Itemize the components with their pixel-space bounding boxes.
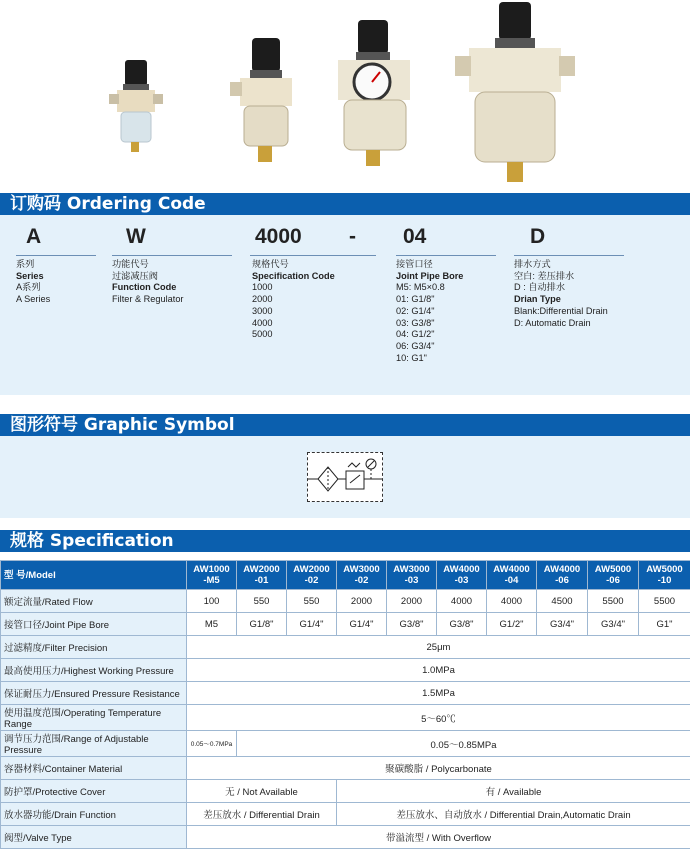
table-cell: G3/4" bbox=[537, 613, 588, 636]
product-photo-aw1000 bbox=[105, 60, 165, 160]
rated-flow-label: 额定流量/Rated Flow bbox=[1, 590, 187, 613]
adjust-range-label: 调节压力范围/Range of Adjustable Pressure bbox=[1, 731, 187, 757]
table-cell: 4500 bbox=[537, 590, 588, 613]
table-cell: 550 bbox=[237, 590, 287, 613]
pipe-title: Joint Pipe Bore bbox=[396, 270, 464, 281]
drain-cn: 排水方式 bbox=[514, 259, 551, 269]
series-line2: A Series bbox=[16, 294, 51, 305]
table-cell: 带溢流型 / With Overflow bbox=[187, 826, 690, 849]
ordering-code-header: 订购码 Ordering Code bbox=[0, 193, 690, 215]
table-cell: 1.5MPa bbox=[187, 682, 690, 705]
code-letter-function: W bbox=[126, 225, 146, 248]
table-cell: 2000 bbox=[337, 590, 387, 613]
function-cn2: 过滤减压阀 bbox=[112, 270, 158, 281]
ordering-code-panel bbox=[0, 215, 690, 395]
code-letter-pipe: 04 bbox=[403, 225, 427, 248]
spec-code-value: 2000 bbox=[252, 294, 273, 305]
table-cell: G1/4" bbox=[337, 613, 387, 636]
table-cell: G1/2" bbox=[487, 613, 537, 636]
table-cell: 差压放水 / Differential Drain bbox=[187, 803, 337, 826]
function-cn: 功能代号 bbox=[112, 259, 149, 269]
model-cell: AW4000 -03 bbox=[437, 561, 487, 590]
code-letter-dash: - bbox=[349, 225, 356, 248]
table-cell: G1/8" bbox=[237, 613, 287, 636]
model-label: 型 号/Model bbox=[1, 561, 187, 590]
model-cell: AW2000 -02 bbox=[287, 561, 337, 590]
table-cell: 1.0MPa bbox=[187, 659, 690, 682]
drain-blank: Blank:Differential Drain bbox=[514, 305, 608, 316]
model-cell: AW1000 -M5 bbox=[187, 561, 237, 590]
function-line1: Filter & Regulator bbox=[112, 294, 184, 305]
function-block bbox=[112, 259, 184, 306]
product-photos bbox=[0, 0, 690, 192]
model-cell: AW5000 -06 bbox=[588, 561, 639, 590]
graphic-symbol-diagram bbox=[307, 452, 383, 502]
drain-type-block bbox=[514, 259, 608, 329]
drain-cn-d: D : 自动排水 bbox=[514, 282, 566, 293]
code-letter-spec: 4000 bbox=[255, 225, 302, 248]
table-cell: 5～60℃ bbox=[187, 705, 690, 731]
model-cell: AW4000 -06 bbox=[537, 561, 588, 590]
table-cell: 4000 bbox=[437, 590, 487, 613]
model-cell: AW3000 -02 bbox=[337, 561, 387, 590]
table-cell: 2000 bbox=[387, 590, 437, 613]
spec-code-block bbox=[252, 259, 335, 341]
table-cell: 差压放水、自动放水 / Differential Drain,Automatic Drain bbox=[337, 803, 690, 826]
spec-code-title: Specification Code bbox=[252, 270, 335, 281]
pipe-bore-block bbox=[396, 259, 463, 364]
table-cell: 25μm bbox=[187, 636, 690, 659]
divider-spec bbox=[250, 255, 376, 256]
spec-code-value: 4000 bbox=[252, 317, 273, 328]
table-row-cover bbox=[1, 780, 690, 803]
table-cell: G3/4" bbox=[588, 613, 639, 636]
spec-code-value: 5000 bbox=[252, 329, 273, 340]
table-cell: 聚碳酸脂 / Polycarbonate bbox=[187, 757, 690, 780]
model-cell: AW5000 -10 bbox=[639, 561, 690, 590]
pipe-value: 06: G3/4" bbox=[396, 340, 435, 351]
drain-function-label: 放水器功能/Drain Function bbox=[1, 803, 187, 826]
pipe-value: M5: M5×0.8 bbox=[396, 282, 445, 293]
table-cell: M5 bbox=[187, 613, 237, 636]
table-cell: 0.05～0.7MPa bbox=[187, 731, 237, 757]
table-cell: 无 / Not Available bbox=[187, 780, 337, 803]
container-label: 容器材料/Container Material bbox=[1, 757, 187, 780]
filter-precision-label: 过滤精度/Filter Precision bbox=[1, 636, 187, 659]
filter-regulator-symbol bbox=[308, 453, 382, 501]
series-block bbox=[16, 259, 50, 306]
table-cell: G3/8" bbox=[387, 613, 437, 636]
spec-code-value: 1000 bbox=[252, 282, 273, 293]
divider-drain bbox=[514, 255, 624, 256]
pipe-value: 04: G1/2" bbox=[396, 329, 435, 340]
table-cell: G1" bbox=[639, 613, 690, 636]
spec-code-value: 3000 bbox=[252, 305, 273, 316]
table-cell: 5500 bbox=[588, 590, 639, 613]
table-row-rated-flow bbox=[1, 590, 690, 613]
table-cell: 100 bbox=[187, 590, 237, 613]
model-cell: AW3000 -03 bbox=[387, 561, 437, 590]
code-letter-drain: D bbox=[530, 225, 546, 248]
graphic-symbol-header: 图形符号 Graphic Symbol bbox=[0, 414, 690, 436]
table-cell: 0.05～0.85MPa bbox=[237, 731, 690, 757]
drain-title: Drian Type bbox=[514, 294, 561, 305]
table-row-adjust-range bbox=[1, 731, 690, 757]
table-row-valve-type bbox=[1, 826, 690, 849]
ensured-pressure-label: 保证耐压力/Ensured Pressure Resistance bbox=[1, 682, 187, 705]
product-photo-aw2000 bbox=[228, 38, 298, 168]
table-row-pipe-bore bbox=[1, 613, 690, 636]
temperature-label: 使用温度范围/Operating Temperature Range bbox=[1, 705, 187, 731]
table-row-model bbox=[1, 561, 690, 590]
series-line1: A系列 bbox=[16, 282, 41, 293]
function-title: Function Code bbox=[112, 282, 177, 293]
pipe-value: 02: G1/4" bbox=[396, 305, 435, 316]
table-row-container bbox=[1, 757, 690, 780]
divider-pipe bbox=[396, 255, 496, 256]
pipe-value: 10: G1" bbox=[396, 352, 427, 363]
pipe-bore-label: 接管口径/Joint Pipe Bore bbox=[1, 613, 187, 636]
table-cell: G1/4" bbox=[287, 613, 337, 636]
divider-series bbox=[16, 255, 96, 256]
table-cell: 5500 bbox=[639, 590, 690, 613]
table-row-drain-function bbox=[1, 803, 690, 826]
drain-d: D: Automatic Drain bbox=[514, 317, 591, 328]
model-cell: AW4000 -04 bbox=[487, 561, 537, 590]
table-row-temperature bbox=[1, 705, 690, 731]
table-row-ensured-pressure bbox=[1, 682, 690, 705]
table-cell: 有 / Available bbox=[337, 780, 690, 803]
divider-function bbox=[112, 255, 232, 256]
specification-table bbox=[0, 560, 690, 849]
cover-label: 防护罩/Protective Cover bbox=[1, 780, 187, 803]
max-pressure-label: 最高使用压力/Highest Working Pressure bbox=[1, 659, 187, 682]
code-letter-series: A bbox=[26, 225, 42, 248]
table-cell: G3/8" bbox=[437, 613, 487, 636]
table-row-filter-precision bbox=[1, 636, 690, 659]
pipe-value: 01: G1/8" bbox=[396, 294, 435, 305]
spec-code-cn: 规格代号 bbox=[252, 259, 289, 269]
pipe-value: 03: G3/8" bbox=[396, 317, 435, 328]
table-cell: 4000 bbox=[487, 590, 537, 613]
table-cell: 550 bbox=[287, 590, 337, 613]
table-row-max-pressure bbox=[1, 659, 690, 682]
series-cn: 系列 bbox=[16, 259, 35, 269]
product-photo-aw3000 bbox=[322, 20, 417, 170]
valve-type-label: 阀型/Valve Type bbox=[1, 826, 187, 849]
drain-cn-blank: 空白: 差压排水 bbox=[514, 270, 575, 281]
pipe-cn: 接管口径 bbox=[396, 259, 433, 269]
specification-header: 规格 Specification bbox=[0, 530, 690, 552]
series-title: Series bbox=[16, 270, 44, 281]
model-cell: AW2000 -01 bbox=[237, 561, 287, 590]
product-photo-aw5000 bbox=[455, 2, 575, 187]
